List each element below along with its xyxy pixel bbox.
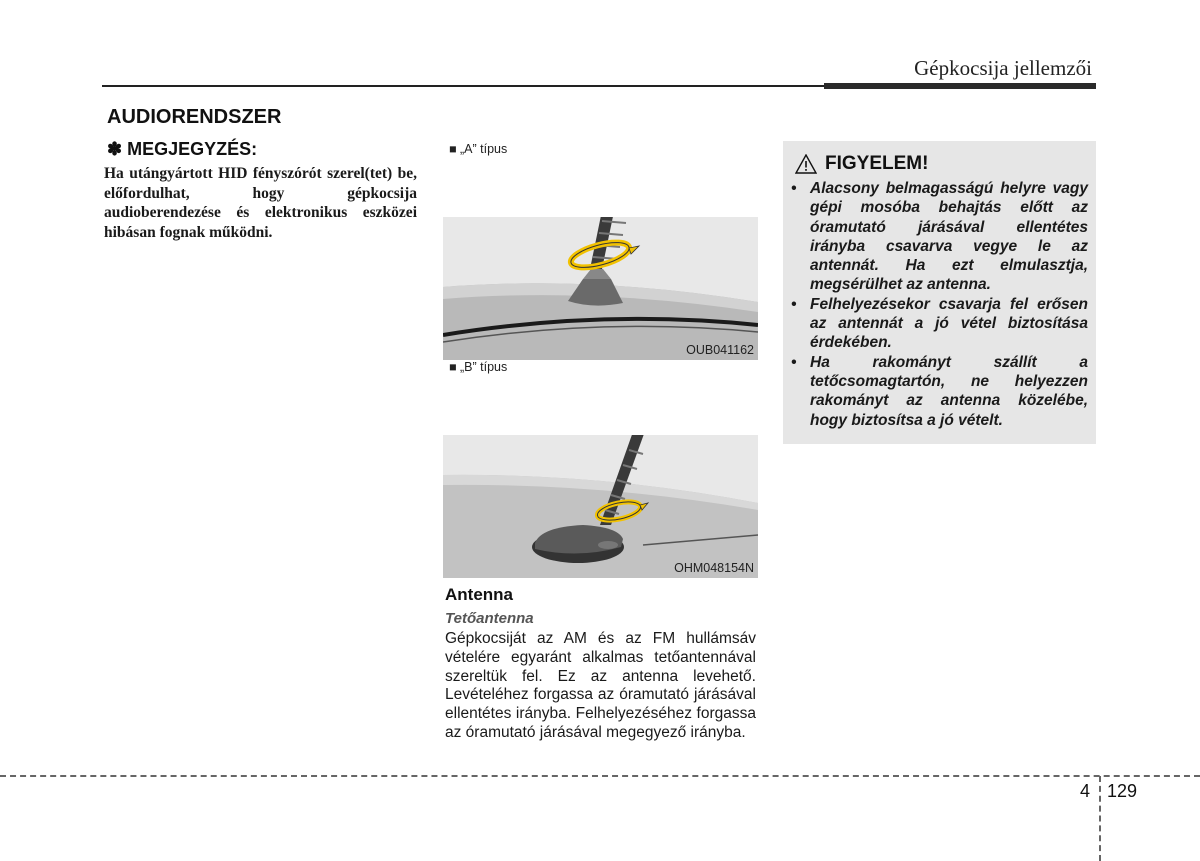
antenna-b-illustration	[443, 435, 758, 578]
section-title: AUDIORENDSZER	[107, 106, 282, 128]
bullet: •	[791, 180, 797, 197]
bullet: •	[791, 353, 797, 371]
page-number-divider	[1099, 776, 1101, 861]
antenna-a-illustration	[443, 217, 758, 360]
figure-b-roof-antenna	[443, 435, 758, 578]
note-title: ✽ MEGJEGYZÉS:	[107, 139, 258, 159]
chapter-title: Gépkocsija jellemzői	[914, 56, 1092, 80]
warning-header	[795, 153, 928, 175]
antenna-subheading: Tetőantenna	[445, 610, 534, 627]
figure-a-code: OUB041162	[686, 343, 754, 357]
header-rule-accent	[824, 83, 1096, 89]
warning-triangle-icon	[795, 154, 817, 174]
figure-a-label: ■ „A” típus	[449, 142, 508, 156]
warning-item	[791, 295, 1088, 353]
warning-item	[791, 179, 1088, 295]
note-body: Ha utángyártott HID fényszórót szerel(tet) be, előfordulhat, hogy gépkocsija audioberendezése és elektronikus eszközei hibásan fognak működni.	[104, 165, 417, 241]
antenna-heading: Antenna	[445, 585, 513, 604]
warning-item	[791, 353, 1088, 430]
footer-divider	[0, 775, 1200, 777]
bullet: •	[791, 295, 797, 313]
figure-b-label: ■ „B” típus	[449, 360, 508, 374]
page-number: 129	[1107, 781, 1138, 801]
warning-box	[783, 141, 1096, 444]
warning-item-text: Alacsony belmagasságú helyre vagy gépi mosóba behajtás előtt az óramutató járásával ellentétes irányba csavarva vegye le az antennát. Ha ezt elmulasztja, megsérülhet az antenna.	[810, 180, 1088, 294]
warning-item-text: Ha rakományt szállít a tetőcsomagtartón, ne helyezzen rakományt az antenna közelébe, hogy biztosítsa a jó vételt.	[810, 353, 1088, 429]
chapter-number: 4	[1080, 781, 1091, 801]
warning-item-text: Felhelyezésekor csavarja fel erősen az antennát a jó vétel biztosítása érdekében.	[810, 295, 1088, 352]
warning-title: FIGYELEM!	[825, 153, 929, 174]
antenna-body: Gépkocsiját az AM és az FM hullámsáv vételére egyaránt alkalmas tetőantennával szereltük fel. Ez az antenna levehető. Levételéhez forgassa az óramutató járásával ellentétes irányba. Felhelyezéséhez forgassa az óramutató járásával megegyező irányba.	[445, 630, 756, 741]
warning-list	[791, 179, 1088, 430]
figure-a-roof-antenna	[443, 217, 758, 360]
figure-b-code: OHM048154N	[674, 561, 754, 575]
